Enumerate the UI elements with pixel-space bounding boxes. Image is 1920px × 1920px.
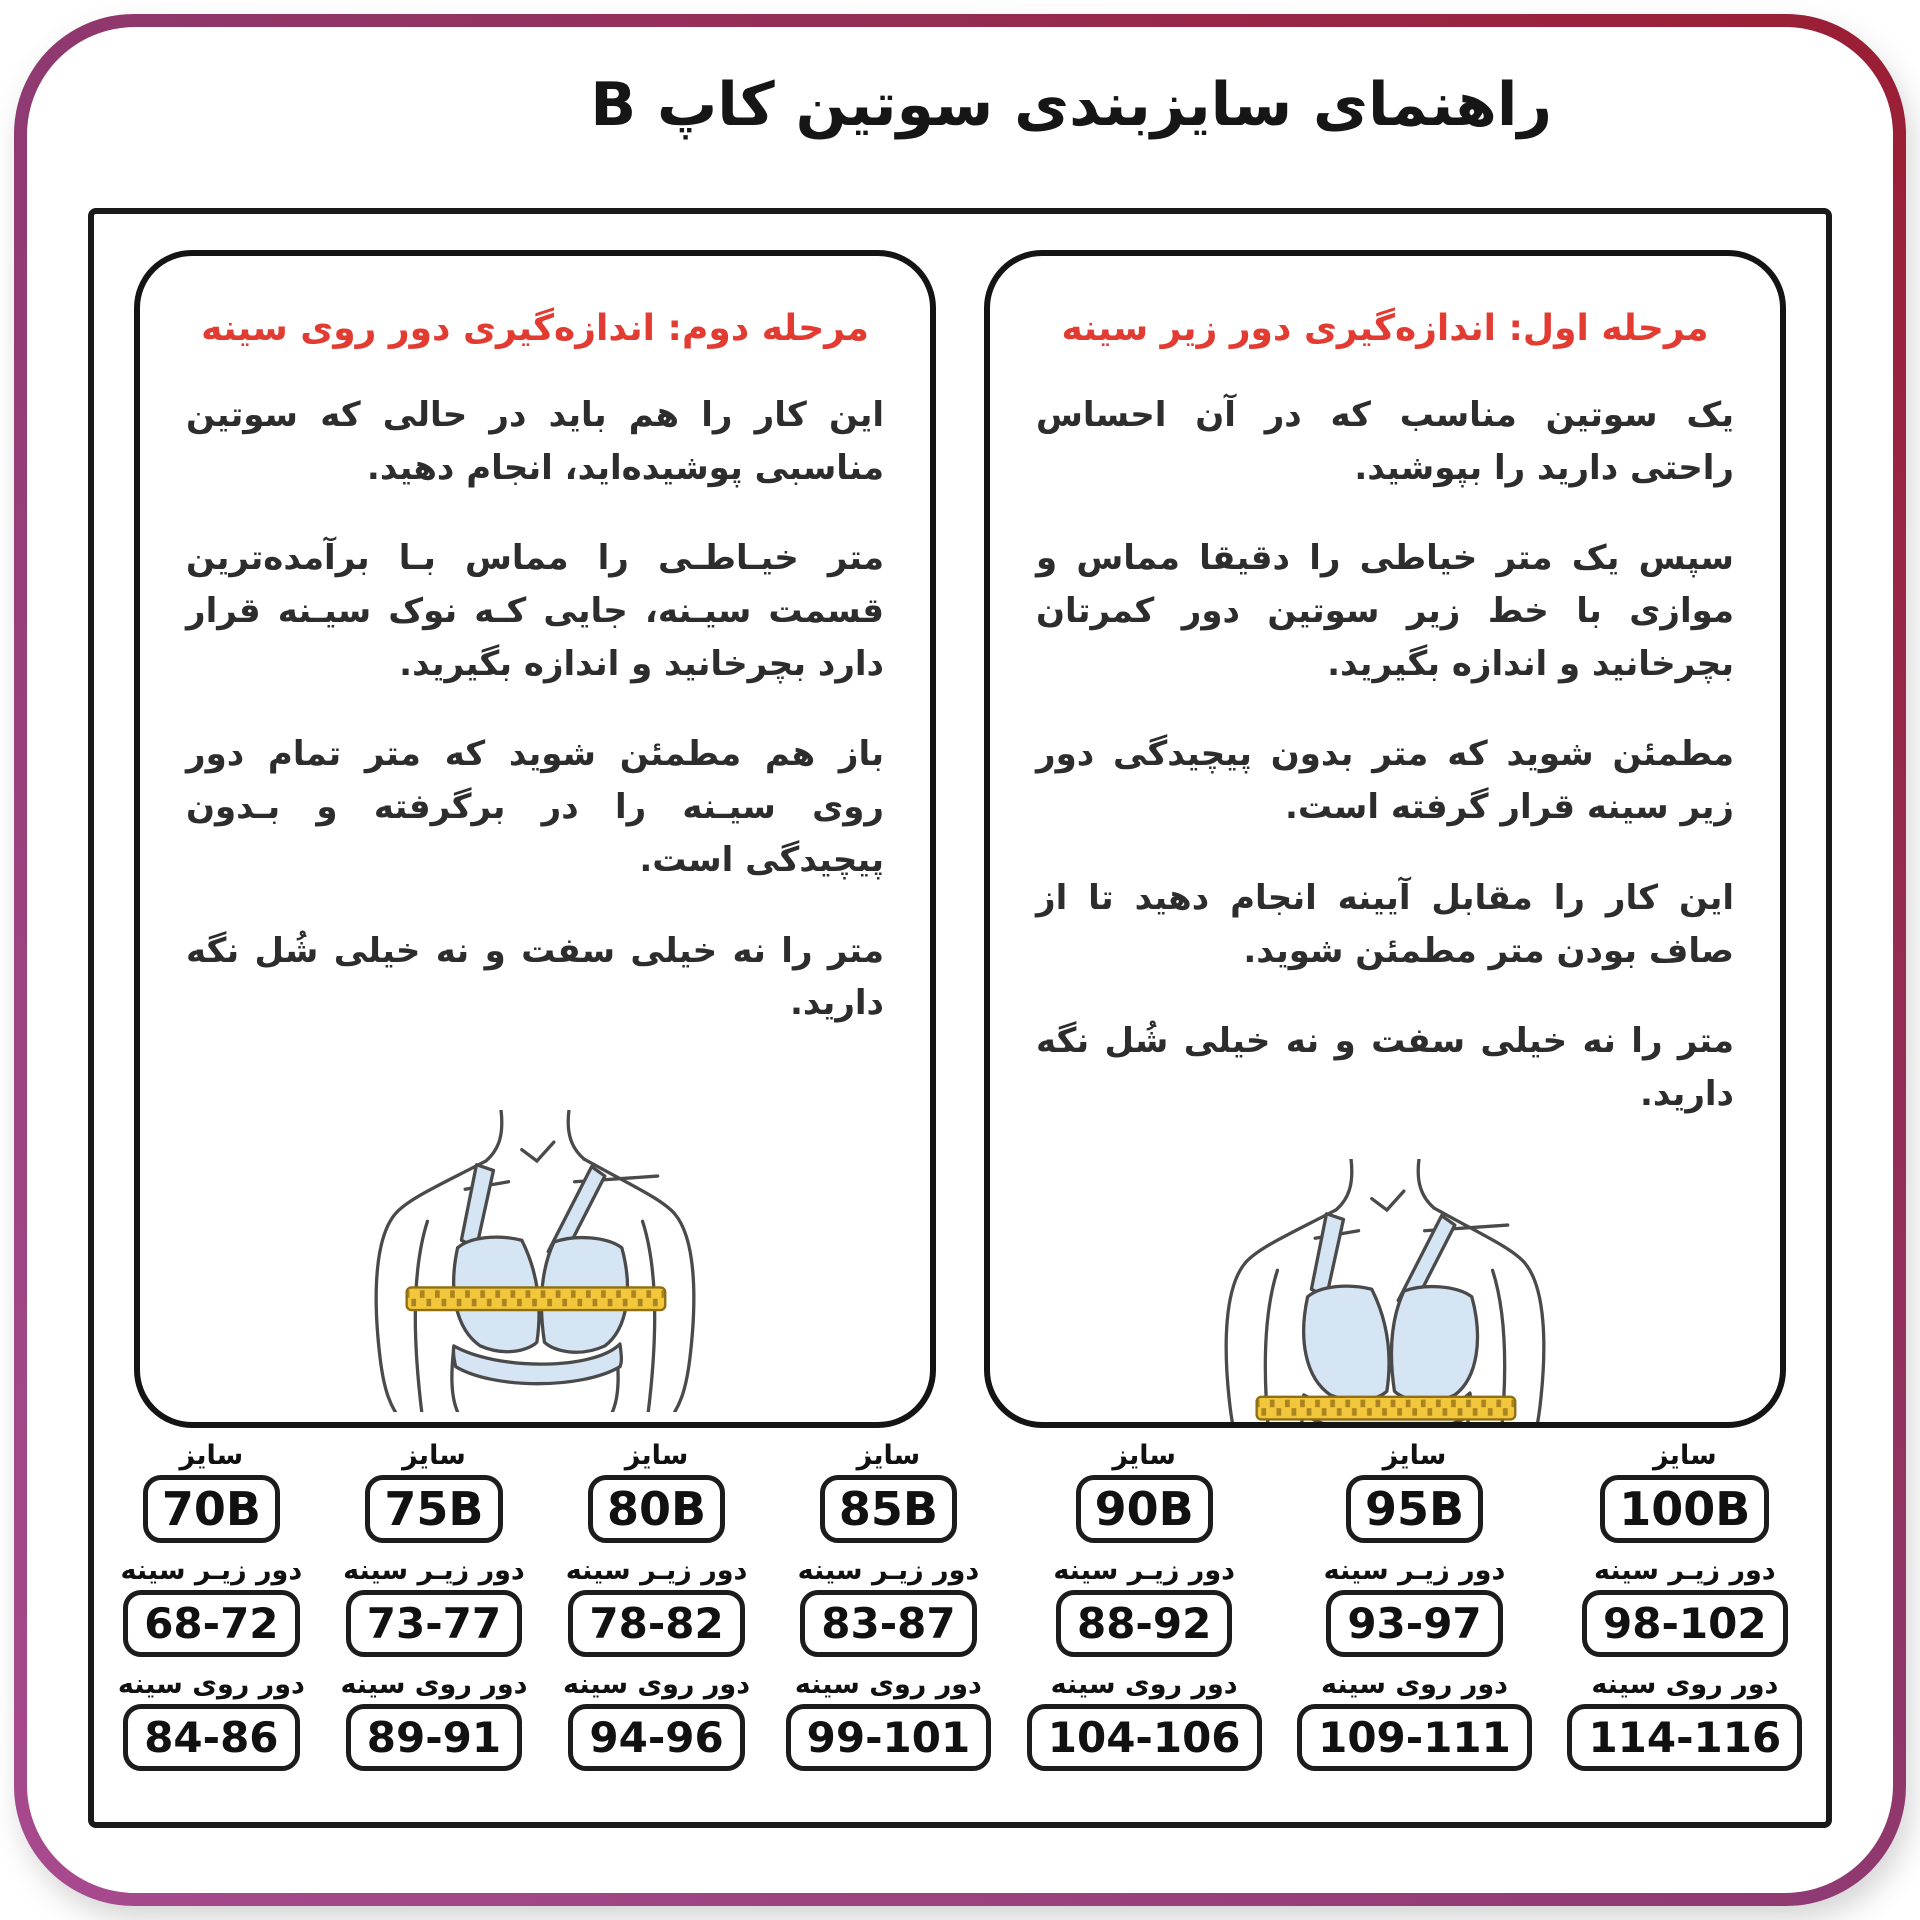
underbust-label: دور زیـر سینه <box>797 1555 980 1586</box>
overbust-range: 99-101 <box>786 1704 992 1771</box>
size-label: سایز <box>1112 1440 1176 1471</box>
step2-paragraph: متر خیـاطـی را مماس بـا برآمده‌ترین قسمت سیـنه، جایی کـه نوک سیـنه قرار دارد بچرخانید و اندازه بگیرید. <box>186 538 884 684</box>
step1-paragraph: مطمئن شوید که متر بدون پیچیدگی دور زیر سینه قرار گرفته است. <box>1036 734 1734 828</box>
overbust-range: 109-111 <box>1297 1704 1532 1771</box>
size-column-75b <box>340 1440 527 1783</box>
overbust-range: 94-96 <box>568 1704 744 1771</box>
size-column-85b <box>786 1440 992 1783</box>
size-label: سایز <box>856 1440 921 1471</box>
step1-heading: مرحله اول: اندازه‌گیری دور زیر سینه <box>1061 308 1709 349</box>
underbust-range: 68-72 <box>123 1590 299 1657</box>
size-label: سایز <box>1653 1440 1717 1471</box>
bra-measure-underbust-illustration <box>1170 1159 1600 1428</box>
underbust-label: دور زیـر سینه <box>565 1555 748 1586</box>
underbust-range: 78-82 <box>568 1590 744 1657</box>
size-value: 90B <box>1076 1475 1213 1543</box>
underbust-label: دور زیـر سینه <box>1323 1555 1506 1586</box>
step1-paragraph: سپس یک متر خیاطی را دقیقا مماس و موازی با خط زیر سوتین دور کمرتان بچرخانید و اندازه بگیرید. <box>1036 538 1734 684</box>
size-label: سایز <box>624 1440 689 1471</box>
underbust-range: 83-87 <box>800 1590 976 1657</box>
step1-paragraph: این کار را مقابل آیینه انجام دهید تا از صاف بودن متر مطمئن شوید. <box>1036 877 1734 971</box>
size-column-80b <box>563 1440 750 1783</box>
step2-heading: مرحله دوم: اندازه‌گیری دور روی سینه <box>201 308 869 349</box>
size-label: سایز <box>1382 1440 1447 1471</box>
underbust-label: دور زیـر سینه <box>1053 1555 1235 1586</box>
size-column-90b <box>1027 1440 1262 1783</box>
overbust-range: 114-116 <box>1567 1704 1802 1771</box>
overbust-range: 84-86 <box>123 1704 299 1771</box>
size-value: 75B <box>365 1475 502 1543</box>
size-label: سایز <box>402 1440 466 1471</box>
overbust-label: دور روی سینه <box>1320 1669 1508 1700</box>
underbust-label: دور زیـر سینه <box>343 1555 525 1586</box>
overbust-label: دور روی سینه <box>794 1669 982 1700</box>
step2-paragraph: متر را نه خیلی سفت و نه خیلی شُل نگه دارید. <box>186 930 884 1024</box>
overbust-label: دور روی سینه <box>117 1669 305 1700</box>
size-value: 85B <box>820 1475 957 1543</box>
underbust-label: دور زیـر سینه <box>1594 1555 1776 1586</box>
step2-panel <box>134 250 936 1428</box>
underbust-range: 98-102 <box>1582 1590 1788 1657</box>
size-value: 95B <box>1346 1475 1483 1543</box>
overbust-label: دور روی سینه <box>340 1669 528 1700</box>
underbust-range: 73-77 <box>346 1590 522 1657</box>
step2-paragraph: باز هم مطمئن شوید که متر تمام دور روی سیـنه را در برگرفته و بـدون پیچیدگی است. <box>186 734 884 880</box>
page-title: راهنمای سایزبندی سوتین کاپ B <box>590 70 1552 140</box>
step1-paragraph: یک سوتین مناسب که در آن احساس راحتی دارید را بپوشید. <box>1036 395 1734 488</box>
step1-paragraph: متر را نه خیلی سفت و نه خیلی شُل نگه دارید. <box>1036 1021 1734 1114</box>
size-value: 80B <box>588 1475 725 1543</box>
overbust-label: دور روی سینه <box>563 1669 751 1700</box>
overbust-range: 104-106 <box>1027 1704 1262 1771</box>
underbust-range: 88-92 <box>1056 1590 1232 1657</box>
size-table <box>100 1440 1820 1818</box>
size-column-70b <box>118 1440 305 1783</box>
content-frame <box>88 208 1832 1828</box>
bra-measure-overbust-illustration <box>320 1110 750 1412</box>
overbust-range: 89-91 <box>346 1704 522 1771</box>
size-label: سایز <box>179 1440 244 1471</box>
size-column-100b <box>1567 1440 1802 1783</box>
size-column-95b <box>1297 1440 1532 1783</box>
underbust-label: دور زیـر سینه <box>120 1555 303 1586</box>
overbust-label: دور روی سینه <box>1050 1669 1238 1700</box>
overbust-label: دور روی سینه <box>1591 1669 1779 1700</box>
size-value: 100B <box>1600 1475 1769 1543</box>
size-value: 70B <box>143 1475 280 1543</box>
underbust-range: 93-97 <box>1326 1590 1502 1657</box>
step2-paragraph: این کار را هم باید در حالی که سوتین مناسبی پوشیده‌اید، انجام دهید. <box>186 395 884 488</box>
step1-panel <box>984 250 1786 1428</box>
